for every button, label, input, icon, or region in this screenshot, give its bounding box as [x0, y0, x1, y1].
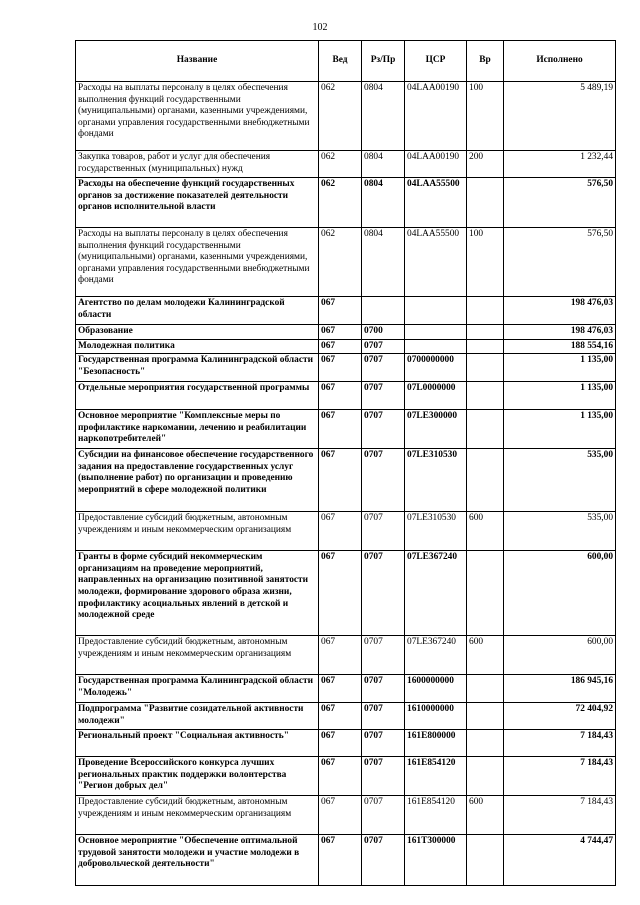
row-sum: 576,50	[504, 178, 616, 228]
table-row	[76, 675, 616, 703]
row-rzpr: 0707	[362, 757, 405, 796]
header-ved: Вед	[319, 41, 362, 82]
row-vr	[467, 551, 504, 636]
row-ved: 067	[319, 382, 362, 410]
row-csr: 161Т300000	[405, 835, 467, 886]
row-ved: 067	[319, 339, 362, 354]
row-vr	[467, 382, 504, 410]
row-vr	[467, 675, 504, 703]
table-row	[76, 636, 616, 675]
row-rzpr: 0804	[362, 228, 405, 297]
row-vr: 600	[467, 796, 504, 835]
row-ved: 067	[319, 796, 362, 835]
row-vr	[467, 339, 504, 354]
row-rzpr: 0804	[362, 151, 405, 178]
row-csr: 161E854120	[405, 757, 467, 796]
row-csr: 0700000000	[405, 354, 467, 382]
row-vr	[467, 178, 504, 228]
row-name: Образование	[76, 325, 319, 340]
row-rzpr: 0707	[362, 382, 405, 410]
row-ved: 067	[319, 703, 362, 730]
table-row	[76, 796, 616, 835]
row-sum: 1 135,00	[504, 410, 616, 449]
row-name: Проведение Всероссийского конкурса лучших региональных практик поддержки волонтерства "Регион добрых дел"	[76, 757, 319, 796]
row-name: Гранты в форме субсидий некоммерческим организациям на проведение мероприятий, направленных на организацию позитивной занятости молодежи, формирование здорового образа жизни, профилактику асоциальных явлений в детской и молодежной среде	[76, 551, 319, 636]
row-sum: 1 232,44	[504, 151, 616, 178]
row-name: Государственная программа Калининградской области "Безопасность"	[76, 354, 319, 382]
row-ved: 067	[319, 757, 362, 796]
row-name: Субсидии на финансовое обеспечение государственного задания на предоставление государственных услуг (выполнение работ) по организации и проведению мероприятий в сфере молодежной политики	[76, 449, 319, 512]
row-vr: 600	[467, 512, 504, 551]
row-csr: 04LAA00190	[405, 82, 467, 151]
row-sum: 4 744,47	[504, 835, 616, 886]
row-ved: 067	[319, 730, 362, 757]
row-vr	[467, 757, 504, 796]
table-row	[76, 410, 616, 449]
table-header-row	[76, 41, 616, 82]
row-ved: 067	[319, 636, 362, 675]
row-ved: 067	[319, 354, 362, 382]
table-row	[76, 730, 616, 757]
table-row	[76, 835, 616, 886]
row-sum: 198 476,03	[504, 325, 616, 340]
row-ved: 067	[319, 835, 362, 886]
table-row	[76, 512, 616, 551]
row-rzpr: 0707	[362, 703, 405, 730]
row-sum: 600,00	[504, 636, 616, 675]
row-vr	[467, 354, 504, 382]
row-ved: 067	[319, 410, 362, 449]
row-rzpr: 0707	[362, 410, 405, 449]
row-rzpr: 0707	[362, 512, 405, 551]
row-name: Подпрограмма "Развитие созидательной активности молодежи"	[76, 703, 319, 730]
row-csr: 1600000000	[405, 675, 467, 703]
row-csr	[405, 339, 467, 354]
header-rzpr: Рз/Пр	[362, 41, 405, 82]
row-rzpr: 0707	[362, 339, 405, 354]
row-csr: 1610000000	[405, 703, 467, 730]
table-row	[76, 297, 616, 325]
row-csr: 04LAA55500	[405, 178, 467, 228]
row-name: Предоставление субсидий бюджетным, автономным учреждениям и иным некоммерческим организациям	[76, 796, 319, 835]
row-rzpr: 0707	[362, 796, 405, 835]
row-vr	[467, 297, 504, 325]
row-ved: 067	[319, 297, 362, 325]
header-csr: ЦСР	[405, 41, 467, 82]
row-rzpr: 0707	[362, 835, 405, 886]
row-sum: 7 184,43	[504, 730, 616, 757]
row-rzpr: 0707	[362, 551, 405, 636]
table-row	[76, 354, 616, 382]
row-name: Основное мероприятие "Комплексные меры по профилактике наркомании, лечению и реабилитации наркопотребителей"	[76, 410, 319, 449]
row-rzpr: 0804	[362, 178, 405, 228]
row-csr	[405, 325, 467, 340]
page-number: 102	[312, 22, 328, 33]
row-ved: 067	[319, 675, 362, 703]
table-row	[76, 703, 616, 730]
table-row	[76, 757, 616, 796]
row-sum: 7 184,43	[504, 796, 616, 835]
row-ved: 062	[319, 82, 362, 151]
row-sum: 535,00	[504, 449, 616, 512]
row-vr	[467, 835, 504, 886]
row-csr: 04LAA00190	[405, 151, 467, 178]
row-sum: 1 135,00	[504, 354, 616, 382]
row-ved: 067	[319, 449, 362, 512]
row-ved: 067	[319, 325, 362, 340]
table-row	[76, 228, 616, 297]
row-ved: 067	[319, 512, 362, 551]
budget-table	[75, 40, 616, 886]
row-sum: 188 554,16	[504, 339, 616, 354]
table-row	[76, 151, 616, 178]
row-csr: 161E854120	[405, 796, 467, 835]
row-csr: 161E800000	[405, 730, 467, 757]
row-name: Расходы на выплаты персоналу в целях обеспечения выполнения функций государственными (муниципальными) органами, казенными учреждениями, органами управления государственными внебюджетными фондами	[76, 228, 319, 297]
row-sum: 186 945,16	[504, 675, 616, 703]
row-sum: 600,00	[504, 551, 616, 636]
header-vr: Вр	[467, 41, 504, 82]
row-ved: 062	[319, 228, 362, 297]
header-name: Название	[76, 41, 319, 82]
row-ved: 062	[319, 178, 362, 228]
row-sum: 7 184,43	[504, 757, 616, 796]
table-row	[76, 449, 616, 512]
row-rzpr	[362, 297, 405, 325]
row-ved: 067	[319, 551, 362, 636]
row-rzpr: 0707	[362, 730, 405, 757]
row-vr: 200	[467, 151, 504, 178]
row-name: Региональный проект "Социальная активность"	[76, 730, 319, 757]
row-csr	[405, 297, 467, 325]
row-vr	[467, 325, 504, 340]
row-name: Основное мероприятие "Обеспечение оптимальной трудовой занятости молодежи и участие молодежи в добровольческой деятельности"	[76, 835, 319, 886]
row-rzpr: 0700	[362, 325, 405, 340]
row-name: Закупка товаров, работ и услуг для обеспечения государственных (муниципальных) нужд	[76, 151, 319, 178]
table-row	[76, 178, 616, 228]
row-rzpr: 0707	[362, 636, 405, 675]
row-csr: 07LE367240	[405, 636, 467, 675]
table-row	[76, 82, 616, 151]
row-rzpr: 0707	[362, 675, 405, 703]
table-row	[76, 382, 616, 410]
row-sum: 535,00	[504, 512, 616, 551]
row-vr	[467, 703, 504, 730]
row-name: Отдельные мероприятия государственной программы	[76, 382, 319, 410]
row-sum: 72 404,92	[504, 703, 616, 730]
row-csr: 04LAA55500	[405, 228, 467, 297]
row-vr: 100	[467, 82, 504, 151]
row-sum: 5 489,19	[504, 82, 616, 151]
row-vr: 600	[467, 636, 504, 675]
header-executed: Исполнено	[504, 41, 616, 82]
table-row	[76, 325, 616, 340]
row-sum: 1 135,00	[504, 382, 616, 410]
row-rzpr: 0804	[362, 82, 405, 151]
row-rzpr: 0707	[362, 449, 405, 512]
row-vr	[467, 410, 504, 449]
table-row	[76, 339, 616, 354]
row-csr: 07LE310530	[405, 449, 467, 512]
row-csr: 07L0000000	[405, 382, 467, 410]
row-csr: 07LE300000	[405, 410, 467, 449]
row-sum: 198 476,03	[504, 297, 616, 325]
row-ved: 062	[319, 151, 362, 178]
row-csr: 07LE310530	[405, 512, 467, 551]
row-vr: 100	[467, 228, 504, 297]
row-rzpr: 0707	[362, 354, 405, 382]
row-name: Расходы на обеспечение функций государственных органов за достижение показателей деятельности органов исполнительной власти	[76, 178, 319, 228]
row-name: Предоставление субсидий бюджетным, автономным учреждениям и иным некоммерческим организациям	[76, 512, 319, 551]
row-csr: 07LE367240	[405, 551, 467, 636]
row-vr	[467, 449, 504, 512]
row-name: Расходы на выплаты персоналу в целях обеспечения выполнения функций государственными (муниципальными) органами, казенными учреждениями, органами управления государственными внебюджетными фондами	[76, 82, 319, 151]
table-row	[76, 551, 616, 636]
row-vr	[467, 730, 504, 757]
row-name: Предоставление субсидий бюджетным, автономным учреждениям и иным некоммерческим организациям	[76, 636, 319, 675]
row-name: Государственная программа Калининградской области "Молодежь"	[76, 675, 319, 703]
row-name: Агентство по делам молодежи Калининградской области	[76, 297, 319, 325]
row-sum: 576,50	[504, 228, 616, 297]
row-name: Молодежная политика	[76, 339, 319, 354]
